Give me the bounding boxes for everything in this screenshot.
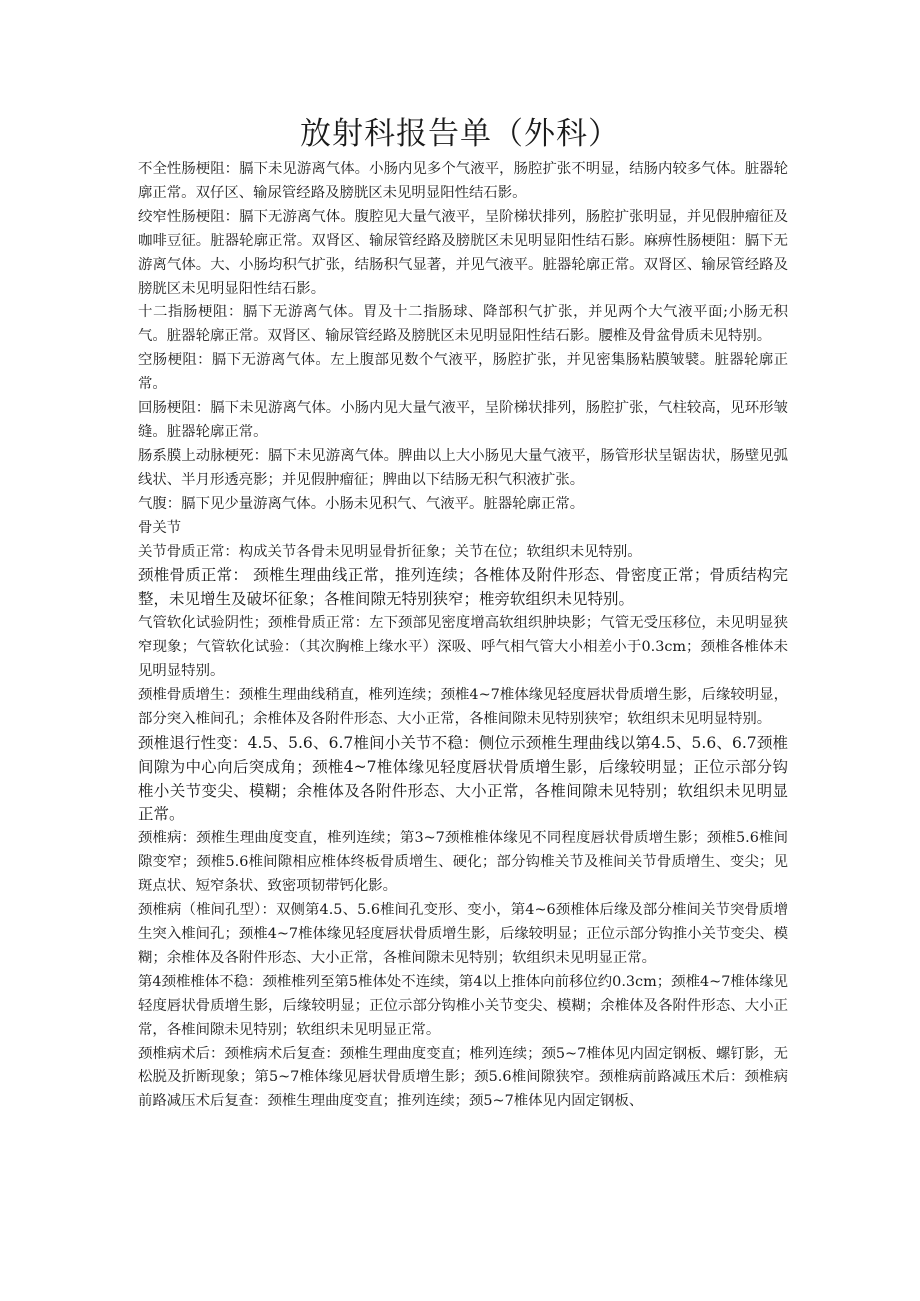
paragraph-cervical-spondylosis: 颈椎病：颈椎生理曲度变直，椎列连续；第3~7颈椎椎体缘见不同程度唇状骨质增生影；颈椎5.6椎间隙变窄；颈椎5.6椎间隙相应椎体终板骨质增生、硬化；部分钩椎关节及椎间关节骨质增生、变尖；见斑点状、短窄条状、致密项韧带钙化影。 [138,830,788,895]
report-title: 放射科报告单（外科） [300,116,620,152]
paragraph-cervical-foraminal: 颈椎病（椎间孔型）：双侧第4.5、5.6椎间孔变形、变小，第4~6颈椎体后缘及部分椎间关节突骨质增生突入椎间孔；颈椎4~7椎体缘见轻度唇状骨质增生影，后缘较明显；正位示部分钩推小关节变尖、模糊；余椎体及各附件形态、大小正常，各椎间隙未见特别；软组织未见明显正常。 [138,902,788,966]
paragraph-c4-instability: 第4颈椎椎体不稳：颈椎椎列至第5椎体处不连续，第4以上推体向前移位约0.3cm；颈椎4~7椎体缘见轻度唇状骨质增生影，后缘较明显；正位示部分钩椎小关节变尖、模糊；余椎体及各附件形态、大小正常，各椎间隙未见特别；软组织未见明显正常。 [138,973,788,1038]
paragraph-duodenal-obstruction: 十二指肠梗阻：膈下无游离气体。胃及十二指肠球、降部积气扩张，并见两个大气液平面;小肠无积气。脏器轮廓正常。双肾区、输尿管经路及膀胱区未见明显阳性结石影。腰椎及骨盆骨质未见特别。 [138,304,788,345]
report-body [138,158,788,1114]
paragraph-ileal-obstruction: 回肠梗阻：膈下未见游离气体。小肠内见大量气液平，呈阶梯状排列，肠腔扩张，气柱较高，见环形皱缝。脏器轮廓正常。 [138,400,788,440]
paragraph-incomplete-obstruction: 不全性肠梗阻：膈下未见游离气体。小肠内见多个气液平，肠腔扩张不明显，结肠内较多气体。脏器轮廓正常。双仔区、输尿管经路及膀胱区未见明显阳性结石影。 [138,161,788,201]
paragraph-cervical-degeneration: 颈椎退行性变：4.5、5.6、6.7椎间小关节不稳：侧位示颈椎生理曲线以第4.5、5.6、6.7颈椎间隙为中心向后突成角；颈椎4~7椎体缘见轻度唇状骨质增生影，后缘较明显；正位示部分钩椎小关节变尖、模糊；余椎体及各附件形态、大小正常，各椎间隙未见特别；软组织未见明显正常。 [138,733,788,824]
paragraph-jejunal-obstruction: 空肠梗阻：膈下无游离气体。左上腹部见数个气液平，肠腔扩张，并见密集肠粘膜皱襞。脏器轮廓正常。 [138,352,788,393]
section-heading-bone-joint: 骨关节 [138,519,182,536]
paragraph-strangulated-obstruction: 绞窄性肠梗阻：膈下无游离气体。腹腔见大量气液平，呈阶梯状排列，肠腔扩张明显，并见假肿瘤征及咖啡豆征。脏器轮廓正常。双肾区、输尿管经路及膀胱区未见明显阳性结石影。麻痹性肠梗阻：膈下无游离气体。大、小肠均积气扩张，结肠积气显著，并见气液平。脏器轮廓正常。双肾区、输尿管经路及膀胱区未见明显阳性结石影。 [138,208,788,297]
paragraph-joint-normal: 关节骨质正常：构成关节各骨未见明显骨折征象；关节在位；软组织未见特别。 [138,543,642,560]
paragraph-tracheomalacia-test: 气管软化试验阴性；颈椎骨质正常：左下颈部见密度增高软组织肿块影；气管无受压移位，未见明显狭窄现象；气管软化试验：（其次胸椎上缘水平）深吸、呼气相气管大小相差小于0.3cm；颈椎各椎体未见明显特别。 [138,615,788,680]
paragraph-pneumoperitoneum: 气腹：膈下见少量游离气体。小肠未见积气、气液平。脏器轮廓正常。 [138,495,585,512]
paragraph-cervical-postop: 颈椎病术后：颈椎病术后复查：颈椎生理曲度变直；椎列连续；颈5~7椎体见内固定钢板、螺钉影，无松脱及折断现象；第5~7椎体缘见唇状骨质增生影；颈5.6椎间隙狭窄。颈椎病前路减压术后：颈椎病前路减压术后复查：颈椎生理曲度变直；推列连续；颈5~7椎体见内固定钢板、 [138,1045,788,1110]
paragraph-cervical-hyperplasia: 颈椎骨质增生：颈椎生理曲线稍直，椎列连续；颈椎4~7椎体缘见轻度唇状骨质增生影，后缘较明显，部分突入椎间孔；余椎体及各附件形态、大小正常，各椎间隙未见特别狭窄；软组织未见明显特别。 [138,686,788,727]
paragraph-cervical-normal: 颈椎骨质正常： 颈椎生理曲线正常，推列连续；各椎体及附件形态、骨密度正常；骨质结构完整，未见增生及破坏征象；各椎间隙无特别狭窄；椎旁软组织未见特别。 [138,566,788,609]
paragraph-mesenteric-infarction: 肠系膜上动脉梗死：膈下未见游离气体。脾曲以上大小肠见大量气液平，肠管形状呈锯齿状，肠壁见弧线状、半月形透亮影；并见假肿瘤征；脾曲以下结肠无积气积液扩张。 [138,447,788,488]
